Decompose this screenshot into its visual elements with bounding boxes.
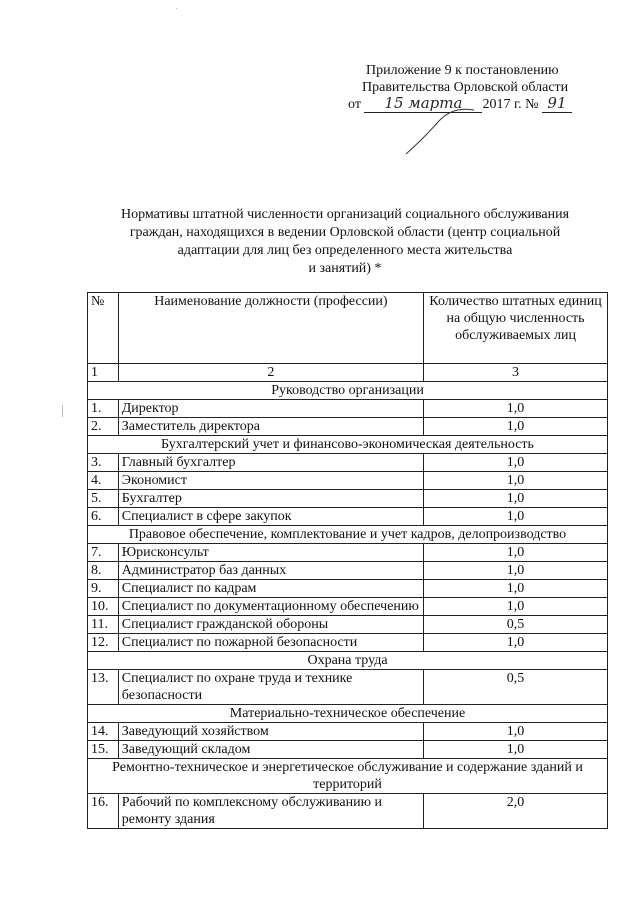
section-title: Охрана труда — [88, 652, 608, 670]
signature-stroke-icon — [404, 108, 484, 158]
staffing-table — [87, 292, 608, 829]
appendix-line-2: Правительства Орловской области — [362, 80, 569, 95]
section-row — [88, 759, 608, 794]
appendix-header — [348, 62, 598, 113]
row-position: Специалист по охране труда и технике безопасности — [118, 670, 423, 705]
section-title: Материально-техническое обеспечение — [88, 705, 608, 723]
title-line-4: и занятий) * — [308, 261, 382, 276]
scan-speck — [176, 8, 177, 9]
table-row — [88, 616, 608, 634]
table-row — [88, 472, 608, 490]
number-field — [542, 96, 572, 113]
document-title — [95, 206, 595, 278]
section-title: Правовое обеспечение, комплектование и учет кадров, делопроизводство — [88, 526, 608, 544]
row-value: 0,5 — [424, 670, 608, 705]
table-row — [88, 562, 608, 580]
row-value: 1,0 — [424, 634, 608, 652]
title-line-2: граждан, находящихся в ведении Орловской области (центр социальной — [129, 225, 561, 240]
handwritten-date: 15 марта — [384, 94, 463, 112]
section-row — [88, 382, 608, 400]
row-value: 1,0 — [424, 490, 608, 508]
row-value: 1,0 — [424, 580, 608, 598]
row-number: 4. — [88, 472, 119, 490]
row-position: Главный бухгалтер — [118, 454, 423, 472]
title-line-3: адаптации для лиц без определенного места жительства — [177, 243, 513, 258]
row-value: 1,0 — [424, 723, 608, 741]
row-number: 1. — [88, 400, 119, 418]
table-row — [88, 544, 608, 562]
table-header-row — [88, 293, 608, 364]
row-number: 13. — [88, 670, 119, 705]
table-row — [88, 580, 608, 598]
section-row — [88, 705, 608, 723]
row-position: Заведующий хозяйством — [118, 723, 423, 741]
header-num: № — [88, 293, 119, 364]
row-value: 1,0 — [424, 454, 608, 472]
row-number: 8. — [88, 562, 119, 580]
row-value: 1,0 — [424, 544, 608, 562]
table-row — [88, 454, 608, 472]
table-row — [88, 598, 608, 616]
title-line-1: Нормативы штатной численности организаций социального обслуживания — [120, 207, 570, 222]
appendix-line-1: Приложение 9 к постановлению — [366, 63, 559, 78]
table-row — [88, 741, 608, 759]
row-position: Специалист по документационному обеспечению — [118, 598, 423, 616]
row-position: Специалист по кадрам — [118, 580, 423, 598]
row-position: Специалист гражданской обороны — [118, 616, 423, 634]
row-number: 16. — [88, 794, 119, 829]
row-number: 15. — [88, 741, 119, 759]
row-number: 6. — [88, 508, 119, 526]
col-number-1: 1 — [88, 364, 119, 382]
row-number: 12. — [88, 634, 119, 652]
scan-speck — [62, 405, 63, 417]
section-title: Руководство организации — [88, 382, 608, 400]
section-row — [88, 652, 608, 670]
row-position: Специалист по пожарной безопасности — [118, 634, 423, 652]
row-position: Юрисконсульт — [118, 544, 423, 562]
table-row — [88, 418, 608, 436]
table-row — [88, 634, 608, 652]
row-value: 1,0 — [424, 472, 608, 490]
row-position: Рабочий по комплексному обслуживанию и ремонту здания — [118, 794, 423, 829]
handwritten-number: 91 — [547, 94, 567, 112]
row-number: 5. — [88, 490, 119, 508]
section-title: Бухгалтерский учет и финансово-экономическая деятельность — [88, 436, 608, 454]
row-position: Бухгалтер — [118, 490, 423, 508]
row-number: 11. — [88, 616, 119, 634]
date-prefix: от — [348, 97, 361, 112]
row-value: 1,0 — [424, 598, 608, 616]
row-position: Заведующий складом — [118, 741, 423, 759]
row-value: 2,0 — [424, 794, 608, 829]
section-row — [88, 436, 608, 454]
table-row — [88, 508, 608, 526]
table-row — [88, 670, 608, 705]
row-number: 3. — [88, 454, 119, 472]
row-value: 1,0 — [424, 508, 608, 526]
row-position: Заместитель директора — [118, 418, 423, 436]
row-number: 9. — [88, 580, 119, 598]
row-position: Администратор баз данных — [118, 562, 423, 580]
row-position: Экономист — [118, 472, 423, 490]
row-number: 7. — [88, 544, 119, 562]
table-row — [88, 490, 608, 508]
section-title: Ремонтно-техническое и энергетическое обслуживание и содержание зданий и территорий — [88, 759, 608, 794]
row-value: 0,5 — [424, 616, 608, 634]
row-value: 1,0 — [424, 418, 608, 436]
table-body — [88, 382, 608, 829]
col-number-3: 3 — [424, 364, 608, 382]
header-name: Наименование должности (профессии) — [118, 293, 423, 364]
table-row — [88, 723, 608, 741]
column-numbers-row — [88, 364, 608, 382]
row-value: 1,0 — [424, 562, 608, 580]
row-number: 14. — [88, 723, 119, 741]
row-position: Директор — [118, 400, 423, 418]
section-row — [88, 526, 608, 544]
row-value: 1,0 — [424, 400, 608, 418]
col-number-2: 2 — [118, 364, 423, 382]
table-row — [88, 794, 608, 829]
row-number: 10. — [88, 598, 119, 616]
row-position: Специалист в сфере закупок — [118, 508, 423, 526]
year-label: 2017 г. № — [482, 97, 539, 112]
table-row — [88, 400, 608, 418]
row-number: 2. — [88, 418, 119, 436]
row-value: 1,0 — [424, 741, 608, 759]
header-count: Количество штатных единиц на общую численность обслуживаемых лиц — [424, 293, 608, 364]
